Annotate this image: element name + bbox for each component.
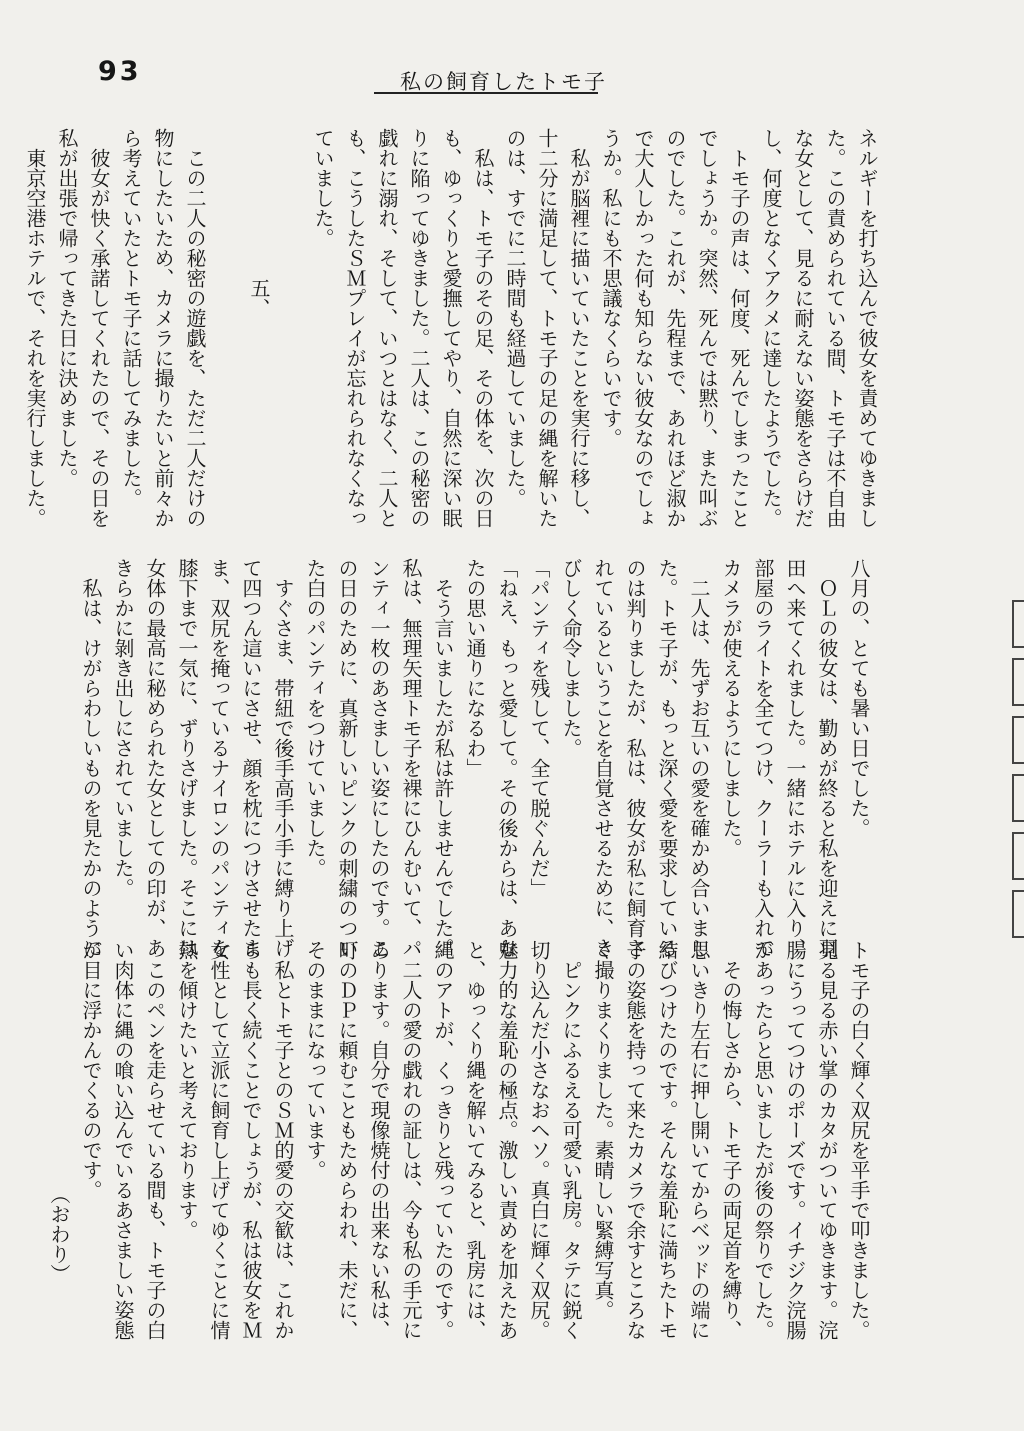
text-column: 東京空港ホテルで、それを実行しました。 <box>23 128 47 528</box>
text-column: 縄のアトが、くっきりと残っていたのです。 <box>431 940 455 1340</box>
text-column: 見る見る赤い掌のカタがついてゆきます。浣 <box>815 940 839 1340</box>
text-column: 私が脳裡に描いていたことを実行に移し、 <box>567 128 591 528</box>
text-column: 私とトモ子とのＳＭ的愛の交歓は、これか <box>271 940 295 1340</box>
text-column: そう言いましたが私は許しませんでした。 <box>431 558 455 958</box>
text-column: 十二分に満足して、トモ子の足の縄を解いた <box>535 128 559 528</box>
text-column: た白のパンティをつけていました。 <box>303 558 327 878</box>
text-column: 女性として立派に飼育し上げてゆくことに情 <box>207 940 231 1340</box>
text-column: ネルギーを打ち込んで彼女を責めてゆきまし <box>855 128 879 528</box>
text-column: この二人の秘密の遊戯を、ただ二人だけの <box>183 128 207 528</box>
text-column: 魅力的な羞恥の極点。激しい責めを加えたあ <box>495 940 519 1340</box>
text-column: い肉体に縄の喰い込んでいるあさましい姿態 <box>111 940 135 1340</box>
text-column: ら考えていたとトモ子に話してみました。 <box>119 128 143 508</box>
text-column: く撮りまくりました。素晴しい緊縛写真。 <box>591 940 615 1320</box>
text-tier-middle <box>79 558 872 958</box>
text-column: で大人しかった何も知らない彼女なのでしょ <box>631 128 655 528</box>
text-column: このペンを走らせている間も、トモ子の白 <box>143 940 167 1340</box>
text-column: たの思い通りになるわ」 <box>463 558 487 778</box>
text-column: うか。私にも不思議なくらいです。 <box>599 128 623 448</box>
end-mark: （おわり） <box>47 1184 71 1284</box>
text-column: 膝下まで一気に、ずりさげました。そこには <box>175 558 199 958</box>
page-number: 93 <box>98 56 142 87</box>
text-column: びしく命令しました。 <box>559 558 583 758</box>
text-column: 彼女が快く承諾してくれたので、その日を <box>87 128 111 528</box>
text-column: 私は、無理矢理トモ子を裸にひんむいて、パ <box>399 558 423 958</box>
text-column: 八月の、とても暑い日でした。 <box>847 558 871 838</box>
text-column: て四つん這いにさせ、顔を枕につけさせたま <box>239 558 263 958</box>
text-column: 熱を傾けたいと考えております。 <box>175 940 199 1240</box>
text-column: た。トモ子が、もっと深く愛を要求している <box>655 558 679 958</box>
text-column: でしょうか。突然、死んでは黙り、また叫ぶ <box>695 128 719 528</box>
text-column: あります。自分で現像焼付の出来ない私は、 <box>367 940 391 1340</box>
running-title: 私の飼育したトモ子 <box>400 70 607 94</box>
text-column <box>277 128 304 493</box>
text-column: があったらと思いましたが後の祭りでした。 <box>751 940 775 1340</box>
text-column: ＯＬの彼女は、勤めが終ると私を迎えに羽 <box>815 558 839 958</box>
text-column: 私は、トモ子のその足、その体を、次の日 <box>471 128 495 528</box>
text-column: 二人の愛の戯れの証しは、今も私の手元に <box>399 940 423 1340</box>
text-column: 切り込んだ小さなおヘソ。真白に輝く双尻。 <box>527 940 551 1340</box>
text-column: 腸にうってつけのポーズです。イチジク浣腸 <box>783 940 807 1340</box>
text-column: も、こうしたＳＭプレイが忘れられなくなっ <box>343 128 367 528</box>
text-column: トモ子の白く輝く双尻を平手で叩きました。 <box>847 940 871 1340</box>
text-tier-bottom <box>47 940 872 1340</box>
text-column: 戯れに溺れ、そして、いつとはなく、二人と <box>375 128 399 528</box>
text-column: た。この責められている間、トモ子は不自由 <box>823 128 847 528</box>
text-column: 子の姿態を持って来たカメラで余すところな <box>623 940 647 1340</box>
text-tier-top <box>23 128 880 528</box>
header-rule <box>374 92 598 94</box>
text-column: のは、すでに二時間も経過していました。 <box>503 128 527 508</box>
text-column: れているということを自覚させるために、き <box>591 558 615 958</box>
text-column: 私は、けがらわしいものを見たかのように <box>79 558 103 958</box>
text-column: 思いきり左右に押し開いてからベッドの端に <box>687 940 711 1340</box>
text-column: りに陥ってゆきました。二人は、この秘密の <box>407 128 431 528</box>
section-heading: 五、 <box>247 278 271 318</box>
text-column: トモ子の声は、何度、死んでしまったこと <box>727 128 751 528</box>
text-column: 二人は、先ずお互いの愛を確かめ合いまし <box>687 558 711 958</box>
text-column: 女体の最高に秘められた女としての印が、あ <box>143 558 167 958</box>
text-column <box>213 128 240 493</box>
text-column: きらかに剝き出しにされていました。 <box>111 558 135 898</box>
text-column: 田へ来てくれました。一緒にホテルに入り、 <box>783 558 807 958</box>
text-column: 町のＤＰに頼むこともためらわれ、未だに、 <box>335 940 359 1340</box>
text-column: のでした。これが、先程まで、あれほど淑か <box>663 128 687 528</box>
text-column: と、ゆっくり縄を解いてみると、乳房には、 <box>463 940 487 1340</box>
text-column: も、ゆっくりと愛撫してやり、自然に深い眠 <box>439 128 463 528</box>
text-column: のは判りましたが、私は、彼女が私に飼育さ <box>623 558 647 958</box>
text-column: ま、双尻を掩っているナイロンのパンティを <box>207 558 231 958</box>
text-column: 私が出張で帰ってきた日に決めました。 <box>55 128 79 488</box>
page-edge-tab-marks <box>1008 590 1024 990</box>
text-column: らも長く続くことでしょうが、私は彼女をＭ <box>239 940 263 1340</box>
text-column: すぐさま、帯紐で後手高手小手に縛り上げ <box>271 558 295 958</box>
text-column: その悔しさから、トモ子の両足首を縛り、 <box>719 940 743 1340</box>
text-column: の日のために、真新しいピンクの刺繍のつい <box>335 558 359 958</box>
text-column: 「パンティを残して、全て脱ぐんだ」 <box>527 558 551 898</box>
text-column: 物にしたいため、カメラに撮りたいと前々か <box>151 128 175 528</box>
text-column: 結びつけたのです。そんな羞恥に満ちたトモ <box>655 940 679 1340</box>
text-column: な女として、見るに耐えない姿態をさらけだ <box>791 128 815 528</box>
text-column: が目に浮かんでくるのです。 <box>79 940 103 1200</box>
text-column: し、何度となくアクメに達したようでした。 <box>759 128 783 528</box>
text-column: そのままになっています。 <box>303 940 327 1180</box>
text-column: 「ねえ、もっと愛して。その後からは、あな <box>495 558 519 958</box>
text-column: ていました。 <box>311 128 335 248</box>
text-column: ンティ一枚のあさましい姿にしたのです。こ <box>367 558 391 958</box>
text-column: カメラが使えるようにしました。 <box>719 558 743 858</box>
text-column: 部屋のライトを全てつけ、クーラーも入れて <box>751 558 775 958</box>
text-column: ピンクにふるえる可愛い乳房。タテに鋭く <box>559 940 583 1340</box>
